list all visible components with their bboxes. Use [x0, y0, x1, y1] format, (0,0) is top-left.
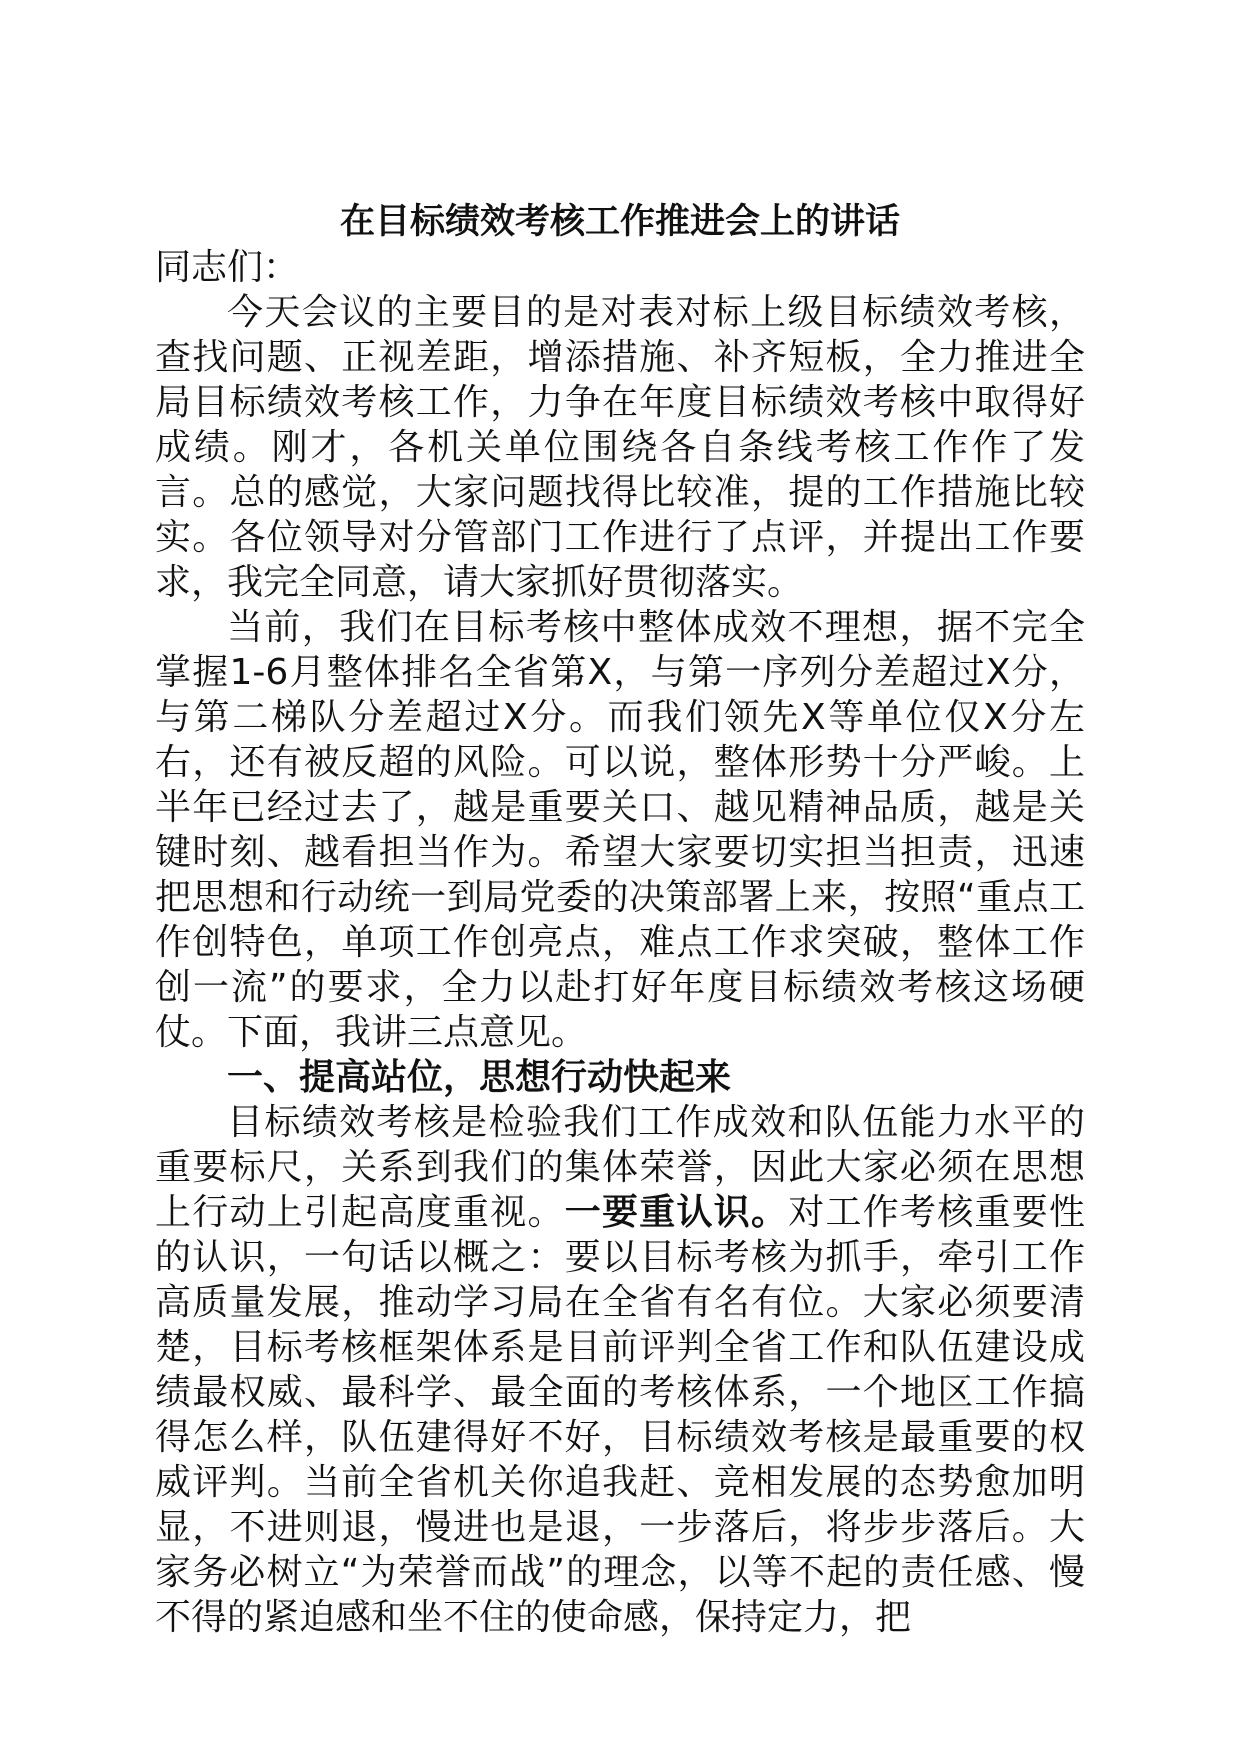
section-heading-1: 一、提高站位，思想行动快起来: [227, 1057, 732, 1098]
paragraph-intro: 今天会议的主要目的是对表对标上级目标绩效考核，查找问题、正视差距，增添措施、补齐短板，全力推进全局目标绩效考核工作，力争在年度目标绩效考核中取得好成绩。刚才，各机关单位围绕各自条线考核工作作了发言。总的感觉，大家问题找得比较准，提的工作措施比较实。各位领导对分管部门工作进行了点评，并提出工作要求，我完全同意，请大家抓好贯彻落实。: [155, 292, 1085, 603]
paragraph-text: 目标绩效考核是检验我们工作成效和队伍能力水平的重要标尺，关系到我们的集体荣誉，因此大家必须在思想上行动上引起高度重视。: [155, 1102, 1085, 1233]
bold-point-label: 一要重认识。: [564, 1192, 789, 1233]
document-title: 在目标绩效考核工作推进会上的讲话: [339, 202, 900, 242]
document-page: [155, 200, 1085, 1640]
salutation: 同志们：: [155, 247, 300, 288]
paragraph-situation: 当前，我们在目标考核中整体成效不理想，据不完全掌握1-6月整体排名全省第X，与第一序列分差超过X分，与第二梯队分差超过X分。而我们领先X等单位仅X分左右，还有被反超的风险。可以说，整体形势十分严峻。上半年已经过去了，越是重要关口、越见精神品质，越是关键时刻、越看担当作为。希望大家要切实担当担责，迅速把思想和行动统一到局党委的决策部署上来，按照“重点工作创特色，单项工作创亮点，难点工作求突破，整体工作创一流”的要求，全力以赴打好年度目标绩效考核这场硬仗。下面，我讲三点意见。: [155, 607, 1085, 1053]
paragraph-section-1: [155, 1100, 1085, 1640]
paragraph-text: 对工作考核重要性的认识，一句话以概之：要以目标考核为抓手，牵引工作高质量发展，推动学习局在全省有名有位。大家必须要清楚，目标考核框架体系是目前评判全省工作和队伍建设成绩最权威、最科学、最全面的考核体系，一个地区工作搞得怎么样，队伍建得好不好，目标绩效考核是最重要的权威评判。当前全省机关你追我赶、竞相发展的态势愈加明显，不进则退，慢进也是退，一步落后，将步步落后。大家务必树立“为荣誉而战”的理念，以等不起的责任感、慢不得的紧迫感和坐不住的使命感，保持定力，把: [155, 1192, 1085, 1638]
